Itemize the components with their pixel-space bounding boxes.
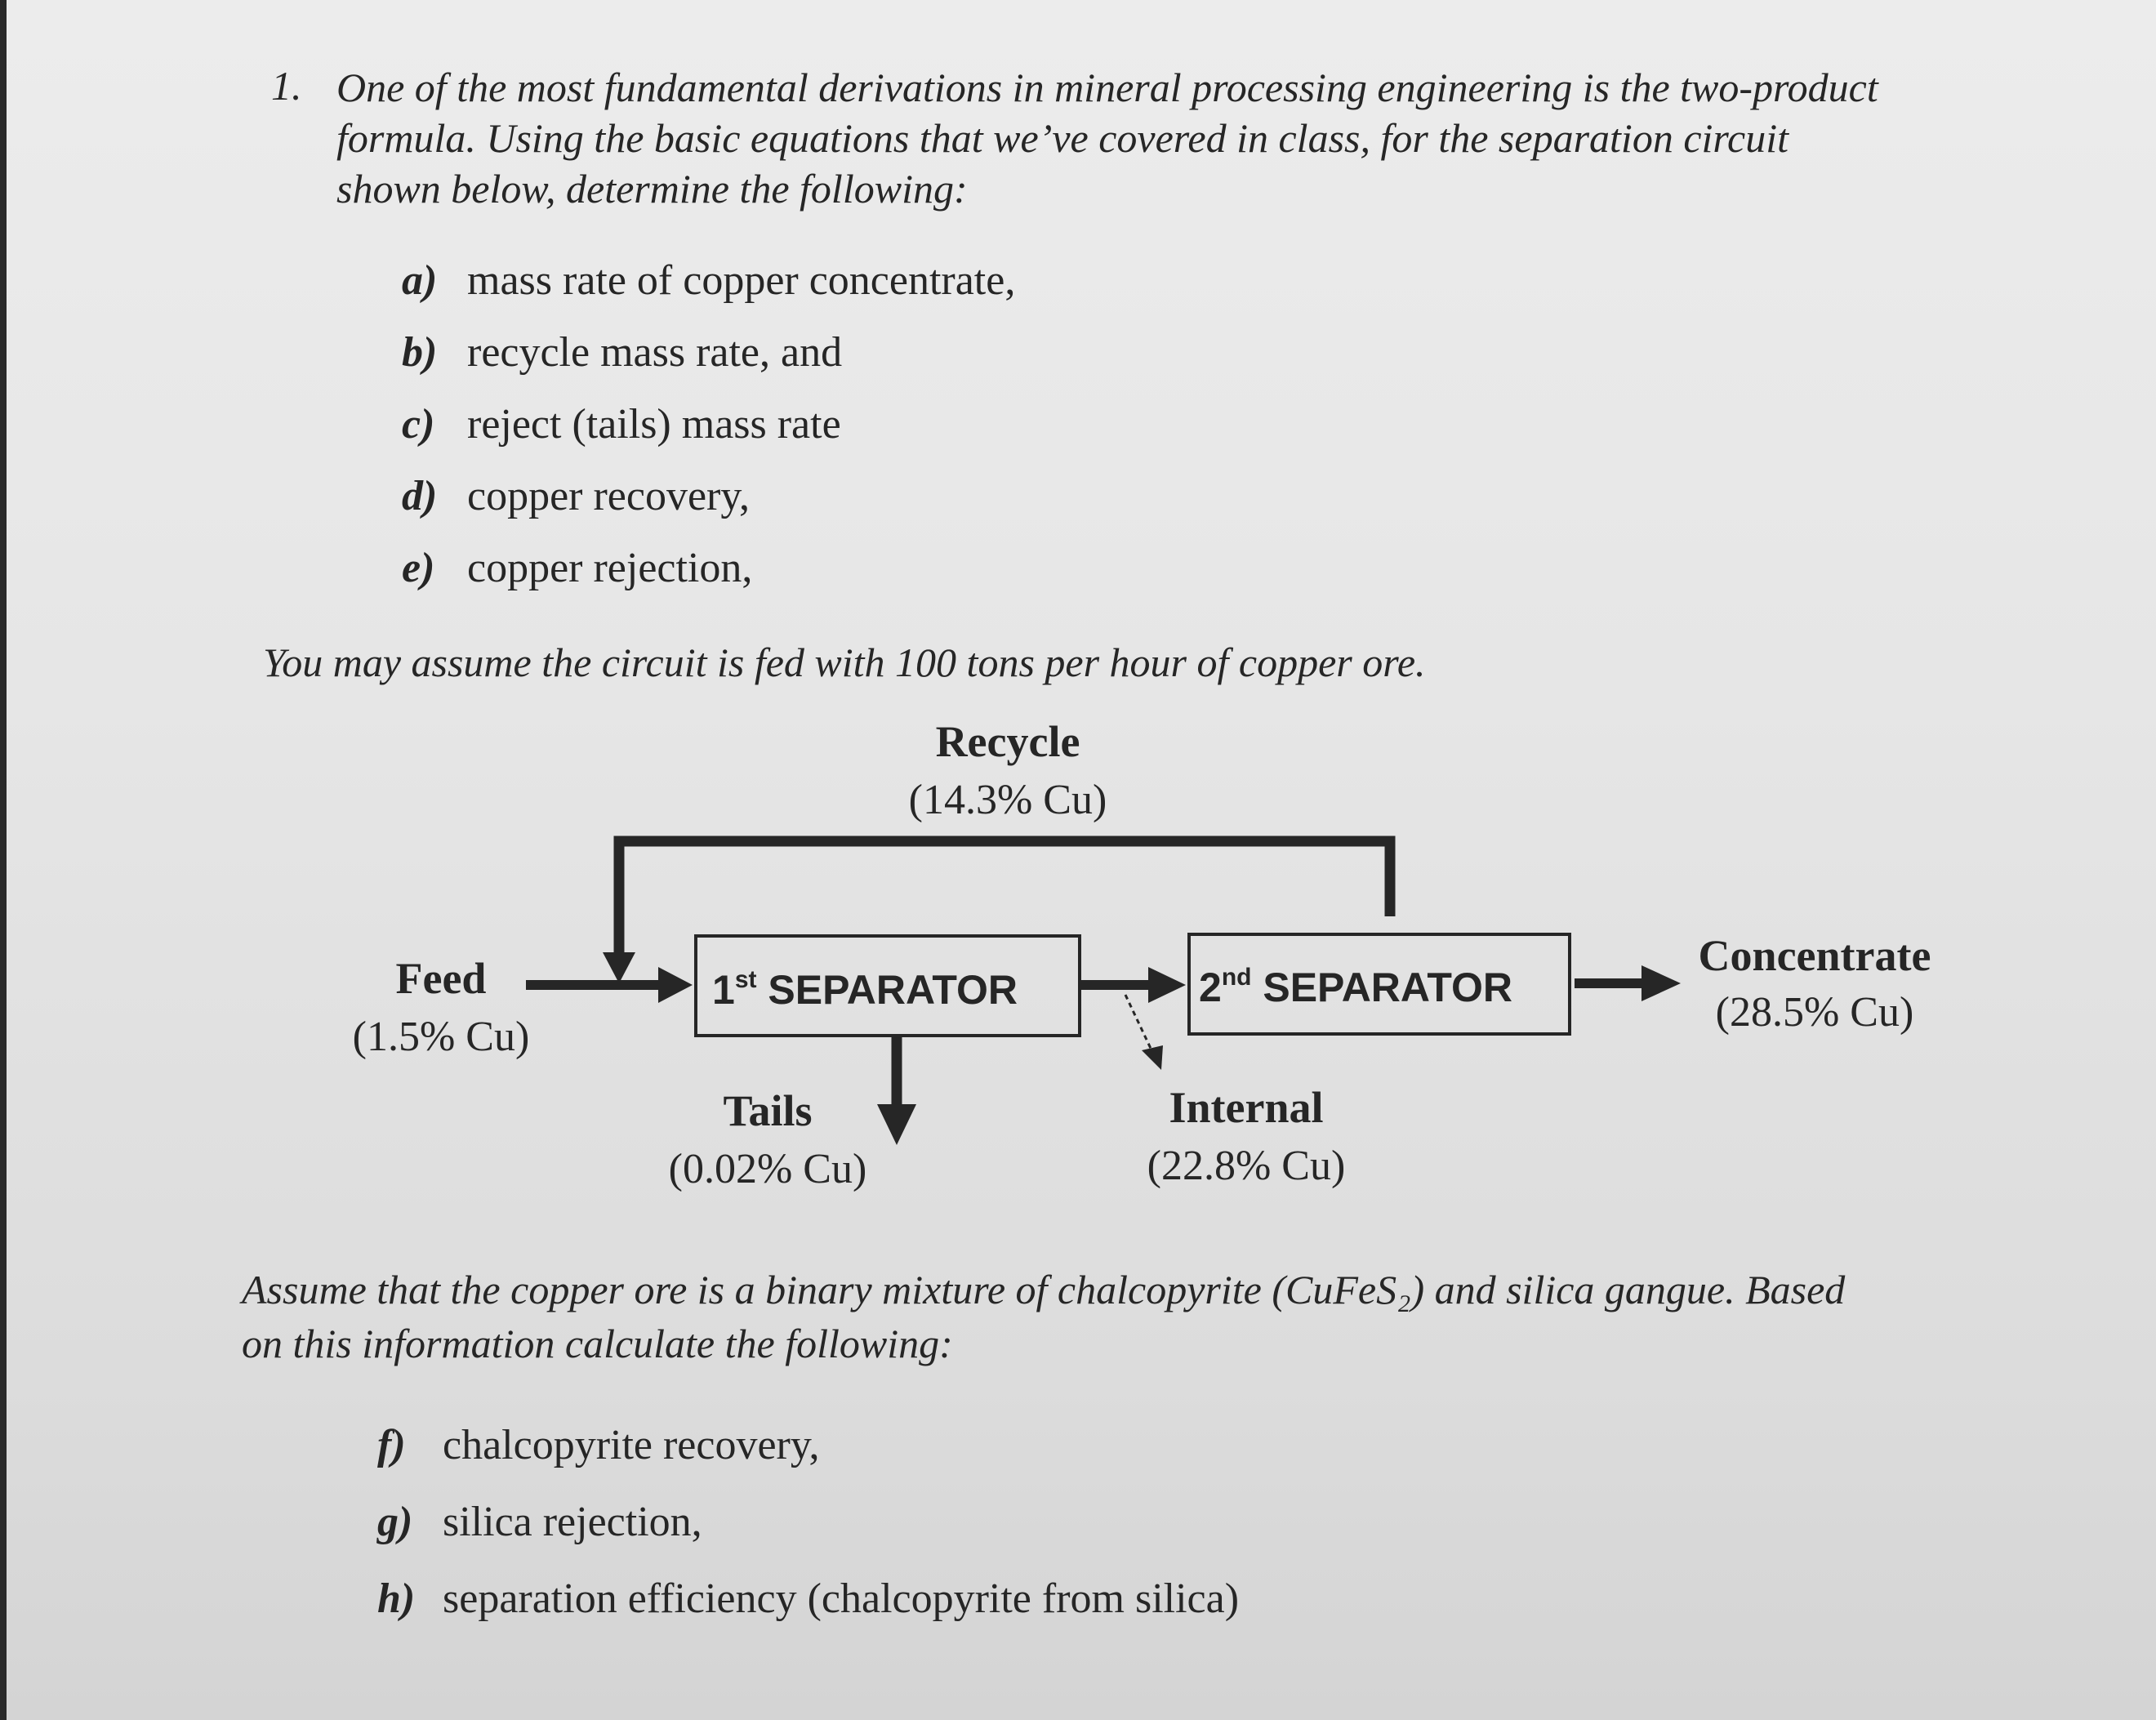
- item-letter: f): [377, 1422, 406, 1468]
- recycle-arrowhead: [603, 952, 635, 983]
- item-text: copper recovery,: [467, 473, 750, 519]
- item-letter: d): [402, 473, 438, 519]
- item-text: copper rejection,: [467, 545, 753, 591]
- item-letter: c): [402, 401, 435, 448]
- binary-mixture-text: [242, 1263, 1845, 1370]
- recycle-label: Recycle: [935, 717, 1080, 766]
- tails-label: Tails: [723, 1086, 813, 1135]
- tails-arrowhead: [877, 1104, 916, 1145]
- internal-pointer-arrowhead: [1142, 1045, 1163, 1070]
- internal-grade: (22.8% Cu): [1147, 1143, 1346, 1189]
- item-text: mass rate of copper concentrate,: [467, 257, 1016, 304]
- intro-line-1: One of the most fundamental derivations in mineral processing engineering is the two-product: [336, 65, 1878, 110]
- feed-grade: (1.5% Cu): [352, 1014, 530, 1060]
- separator-1-label: 1st SEPARATOR: [712, 966, 1018, 1013]
- recycle-grade: (14.3% Cu): [908, 777, 1107, 823]
- concentrate-grade: (28.5% Cu): [1715, 989, 1914, 1036]
- intro-line-3: shown below, determine the following:: [336, 166, 968, 212]
- internal-flow-arrowhead: [1148, 967, 1186, 1003]
- item-letter: g): [377, 1499, 413, 1545]
- item-text: chalcopyrite recovery,: [443, 1422, 820, 1468]
- internal-label: Internal: [1169, 1083, 1324, 1132]
- separator-2-label: 2nd SEPARATOR: [1199, 964, 1512, 1010]
- item-text: silica rejection,: [443, 1499, 702, 1545]
- tails-grade: (0.02% Cu): [668, 1146, 867, 1192]
- concentrate-arrowhead: [1642, 965, 1681, 1001]
- intro-line-2: formula. Using the basic equations that we’ve covered in class, for the separation circuit: [336, 115, 1788, 161]
- item-text: separation efficiency (chalcopyrite from silica): [443, 1575, 1240, 1622]
- binary-line-1: Assume that the copper ore is a binary mixture of chalcopyrite (CuFeS₂) and silica gangue. Based: [242, 1267, 1846, 1312]
- list-item: [377, 1498, 702, 1547]
- question-number: 1.: [271, 63, 302, 109]
- item-letter: b): [402, 329, 438, 376]
- item-letter: h): [377, 1575, 416, 1622]
- binary-line-2: on this information calculate the following:: [242, 1321, 953, 1366]
- internal-pointer-line: [1125, 995, 1153, 1054]
- assumption-text: You may assume the circuit is fed with 100 tons per hour of copper ore.: [263, 639, 1426, 685]
- feed-arrowhead: [658, 967, 693, 1003]
- feed-label: Feed: [395, 954, 487, 1003]
- list-item: [377, 1421, 819, 1470]
- item-text: reject (tails) mass rate: [467, 401, 841, 448]
- concentrate-label: Concentrate: [1698, 931, 1931, 980]
- item-letter: a): [402, 257, 438, 304]
- item-text: recycle mass rate, and: [467, 329, 843, 376]
- list-item: [377, 1575, 1239, 1624]
- item-letter: e): [402, 545, 435, 591]
